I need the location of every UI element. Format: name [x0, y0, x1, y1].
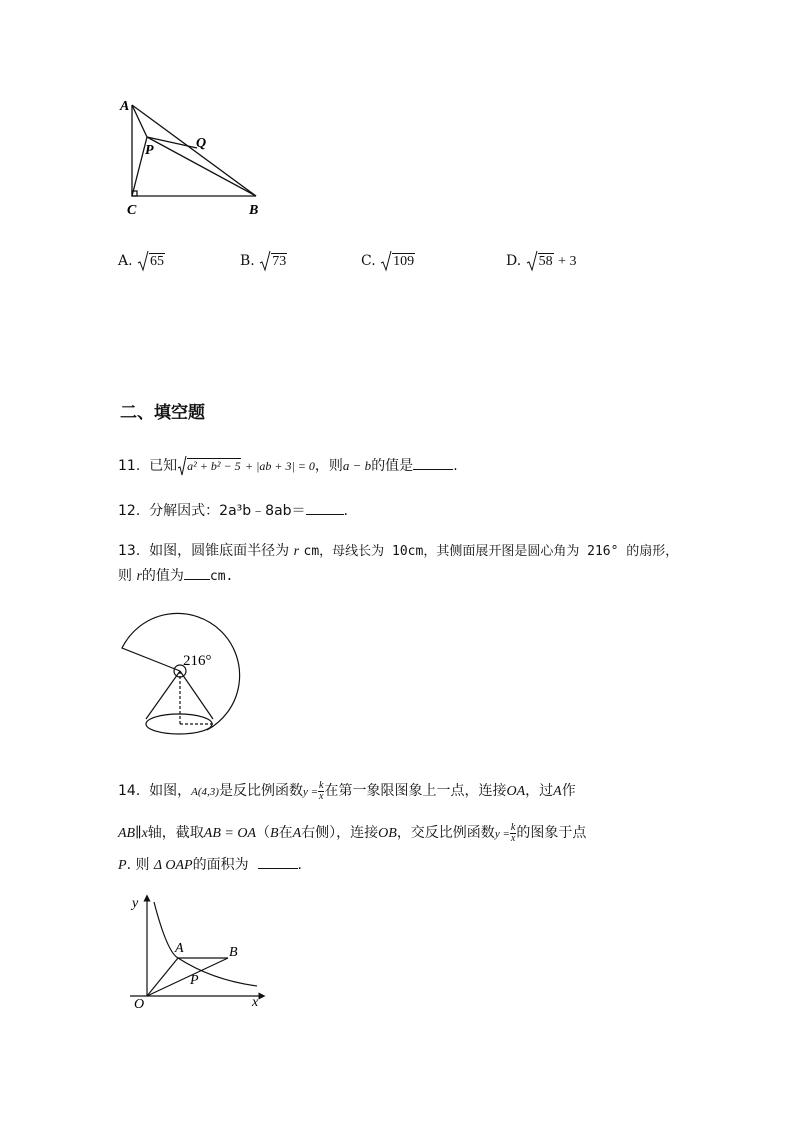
- question-11: [118, 455, 458, 477]
- radicand: 58: [538, 254, 553, 269]
- q14-text: 轴，截取: [147, 825, 204, 841]
- q14-text: 的图象于点: [516, 825, 587, 841]
- q14-text: 是反比例函数: [218, 783, 303, 799]
- label-a: A: [175, 941, 184, 956]
- frac-num: k: [510, 821, 516, 833]
- q11-abs-expr: + |ab + 3| = 0: [245, 459, 315, 473]
- q11-end: .: [453, 458, 458, 474]
- choice-b: [240, 250, 287, 272]
- cone-sector-figure: [112, 602, 252, 752]
- q14-oa: OA: [506, 784, 526, 799]
- answer-blank[interactable]: [413, 455, 453, 470]
- question-14-line-3: [118, 854, 302, 874]
- q14-point-a: A(4,3): [191, 786, 219, 798]
- q11-text-post: 的值是: [371, 458, 414, 474]
- q14-text: 右侧），连接: [301, 825, 379, 841]
- choice-d: [506, 250, 577, 272]
- sqrt-expression: [380, 250, 415, 272]
- q14-text: 如图，: [149, 783, 192, 799]
- radicand: 65: [150, 254, 165, 269]
- q14-text: 作: [561, 783, 576, 799]
- question-13-line-2: [118, 565, 233, 585]
- answer-blank[interactable]: [184, 565, 210, 580]
- label-a: A: [120, 99, 130, 114]
- q13-var-r: r: [293, 544, 300, 559]
- inverse-function-figure: [112, 890, 272, 1020]
- q14-text: 在第一象限图象上一点，连接: [324, 783, 507, 799]
- q13-text-b: cm，母线长为 10cm，其侧面展开图是圆心角为 216° 的扇形，: [303, 544, 679, 559]
- q12-end: .: [343, 503, 348, 519]
- axis-label-y: y: [132, 896, 139, 911]
- label-q: Q: [196, 136, 207, 151]
- question-number: 11.: [118, 458, 141, 474]
- choice-a: [118, 250, 165, 272]
- q14-ob: OB: [378, 826, 397, 841]
- section-heading: 二、填空题: [120, 403, 205, 423]
- q14-text: 在: [278, 825, 293, 841]
- sqrt-sign-icon: [177, 455, 187, 477]
- q13-text-a: 如图，圆锥底面半径为: [149, 543, 290, 559]
- question-12: [118, 500, 348, 520]
- frac-den: x: [510, 832, 516, 844]
- label-c: C: [127, 203, 137, 218]
- label-p: P: [190, 973, 199, 988]
- q14-a: A: [292, 826, 302, 841]
- q14-a: A: [553, 784, 562, 799]
- q11-text-pre: 已知: [149, 458, 178, 474]
- choice-letter: C.: [361, 253, 376, 269]
- question-14-line-2: [118, 822, 586, 844]
- q14-end: .: [297, 857, 302, 873]
- frac-den: x: [319, 790, 324, 802]
- q14-func-y: y =: [302, 786, 319, 798]
- q14-ab-eq-oa: AB = OA: [203, 826, 257, 841]
- axis-label-x: x: [252, 995, 259, 1010]
- answer-blank[interactable]: [306, 500, 344, 515]
- q14-func-y: y =: [494, 828, 510, 840]
- q13-var-r: r: [136, 569, 142, 584]
- triangle-figure: [112, 92, 272, 222]
- choice-letter: D.: [506, 253, 522, 269]
- label-b: B: [249, 203, 259, 218]
- choice-suffix: + 3: [558, 254, 577, 269]
- frac-num: k: [319, 779, 324, 791]
- radicand: 73: [272, 254, 287, 269]
- choice-letter: A.: [118, 253, 133, 269]
- angle-label: 216°: [183, 653, 212, 669]
- choice-letter: B.: [240, 253, 255, 269]
- q13-text-c: 则: [118, 568, 132, 584]
- q13-text-d: 的值为: [141, 568, 184, 584]
- sqrt-expression: [259, 250, 287, 272]
- q14-text: . 则: [126, 857, 150, 873]
- q14-p: P: [118, 858, 127, 873]
- question-number: 13.: [118, 543, 141, 559]
- q14-text: （: [256, 825, 271, 841]
- q14-text: ，交反比例函数: [396, 825, 495, 841]
- q14-b: B: [270, 826, 279, 841]
- question-number: 14.: [118, 783, 141, 799]
- q14-text: 的面积为: [192, 857, 249, 873]
- sqrt-expression: [137, 250, 165, 272]
- q11-radicand: a² + b² − 5: [187, 459, 241, 473]
- q11-expr: a − b: [342, 458, 372, 473]
- sqrt-expression: [526, 250, 554, 272]
- q11-text-mid: ，则: [314, 458, 343, 474]
- q14-ab-parallel: AB∥x: [118, 826, 148, 841]
- radicand: 109: [393, 254, 415, 269]
- q12-text: 分解因式：2a³b﹣8ab＝: [149, 503, 306, 519]
- q14-text: ，过: [525, 783, 554, 799]
- question-14-line-1: [118, 780, 576, 802]
- label-p: P: [145, 143, 154, 158]
- label-b: B: [229, 945, 238, 960]
- question-number: 12.: [118, 503, 141, 519]
- answer-choices: [118, 250, 678, 280]
- q14-triangle-oap: Δ OAP: [153, 858, 193, 873]
- choice-c: [361, 250, 415, 272]
- question-13-line-1: [118, 540, 678, 560]
- answer-blank[interactable]: [258, 854, 298, 869]
- origin-label: O: [134, 997, 145, 1012]
- q13-text-e: cm.: [209, 569, 234, 584]
